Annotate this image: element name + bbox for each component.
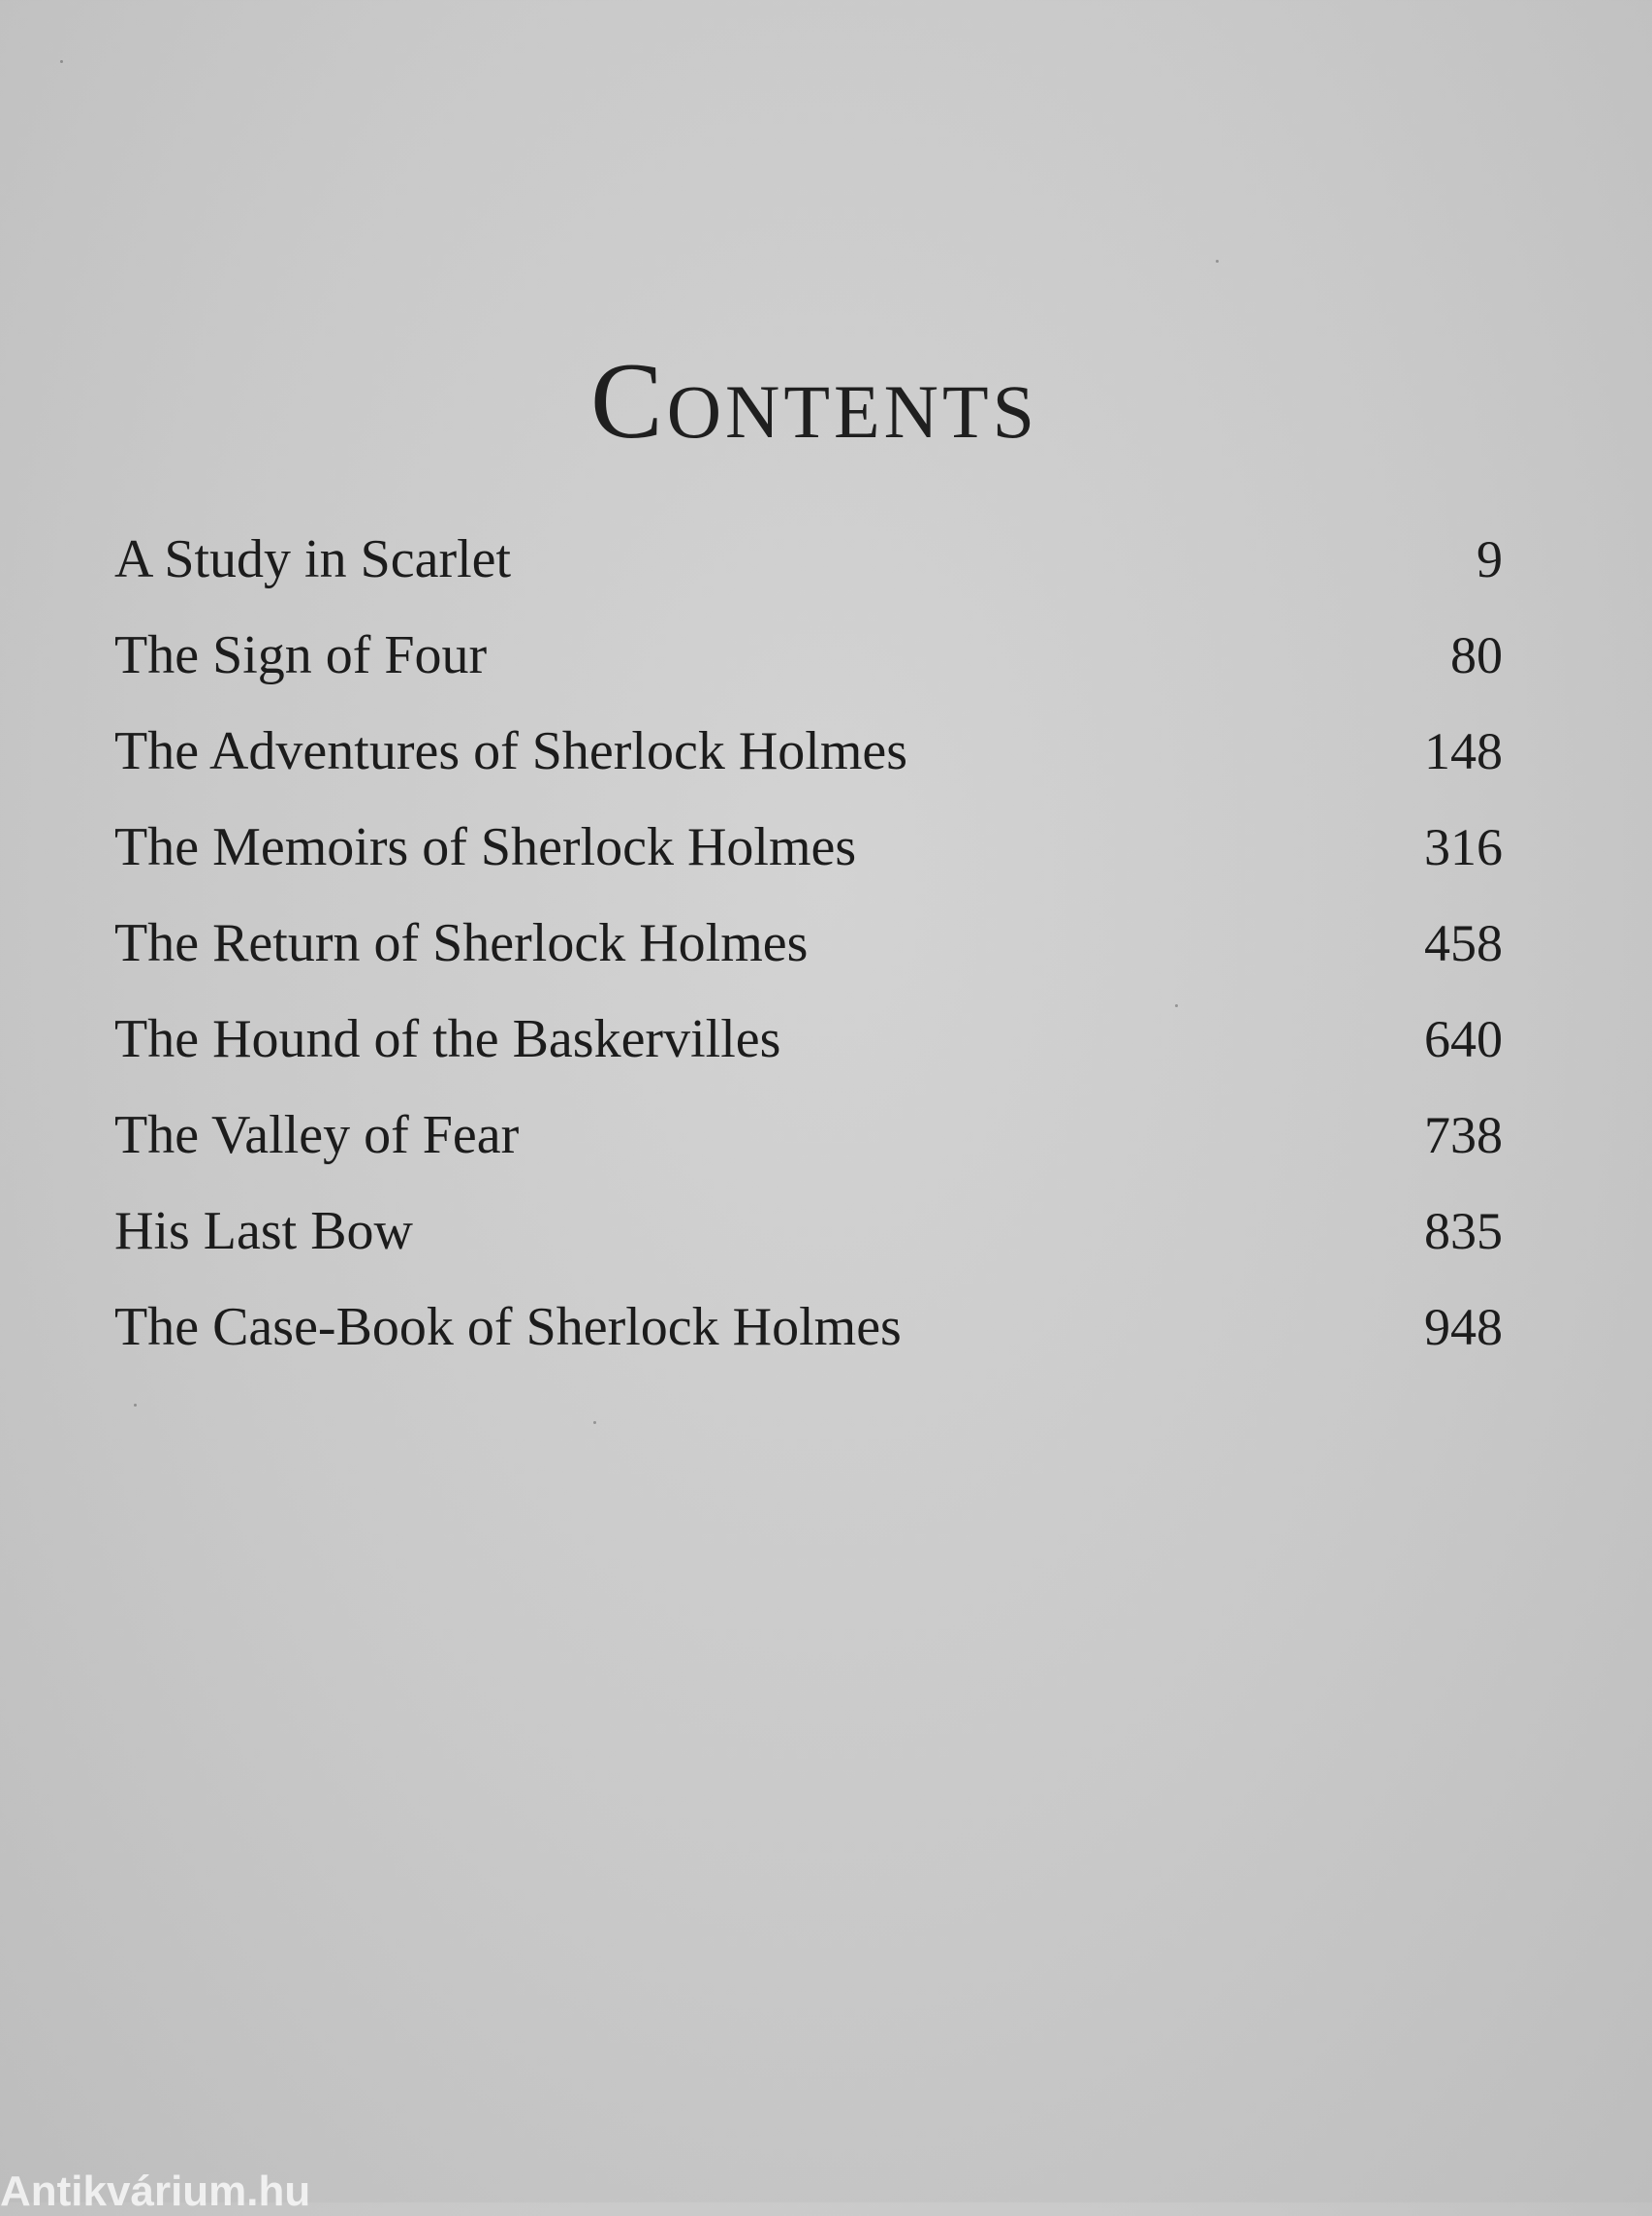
toc-entry-title: The Return of Sherlock Holmes — [114, 913, 809, 973]
toc-entry-title: His Last Bow — [114, 1201, 413, 1261]
toc-entry — [114, 1184, 1503, 1280]
toc-entry-page: 9 — [1477, 530, 1503, 588]
toc-entry-page: 835 — [1424, 1202, 1503, 1260]
toc-entry-title: The Hound of the Baskervilles — [114, 1009, 781, 1069]
watermark: Antikvárium.hu — [0, 2168, 311, 2215]
paper-speck — [1216, 260, 1219, 263]
toc-entry — [114, 512, 1503, 608]
toc-entry — [114, 896, 1503, 992]
toc-entry — [114, 1280, 1503, 1376]
table-of-contents — [114, 512, 1503, 1376]
toc-entry-page: 738 — [1424, 1106, 1503, 1164]
toc-entry — [114, 704, 1503, 800]
toc-entry — [114, 800, 1503, 896]
toc-entry-title: The Adventures of Sherlock Holmes — [114, 721, 908, 781]
toc-entry-title: A Study in Scarlet — [114, 529, 512, 589]
paper-speck — [134, 1404, 137, 1407]
toc-entry-page: 80 — [1450, 626, 1503, 684]
toc-entry-title: The Memoirs of Sherlock Holmes — [114, 817, 857, 877]
paper-speck — [1175, 1004, 1178, 1007]
toc-entry-title: The Valley of Fear — [114, 1105, 520, 1165]
toc-entry — [114, 992, 1503, 1088]
paper-speck — [60, 60, 63, 63]
toc-entry-page: 640 — [1424, 1010, 1503, 1068]
toc-entry — [114, 608, 1503, 704]
toc-entry-page: 148 — [1424, 722, 1503, 780]
page-title: Contents — [589, 341, 1038, 461]
toc-entry-title: The Case-Book of Sherlock Holmes — [114, 1297, 902, 1357]
paper-speck — [593, 1421, 596, 1424]
toc-entry — [114, 1088, 1503, 1184]
toc-entry-title: The Sign of Four — [114, 625, 488, 685]
toc-entry-page: 948 — [1424, 1298, 1503, 1356]
toc-entry-page: 316 — [1424, 818, 1503, 876]
toc-entry-page: 458 — [1424, 914, 1503, 972]
